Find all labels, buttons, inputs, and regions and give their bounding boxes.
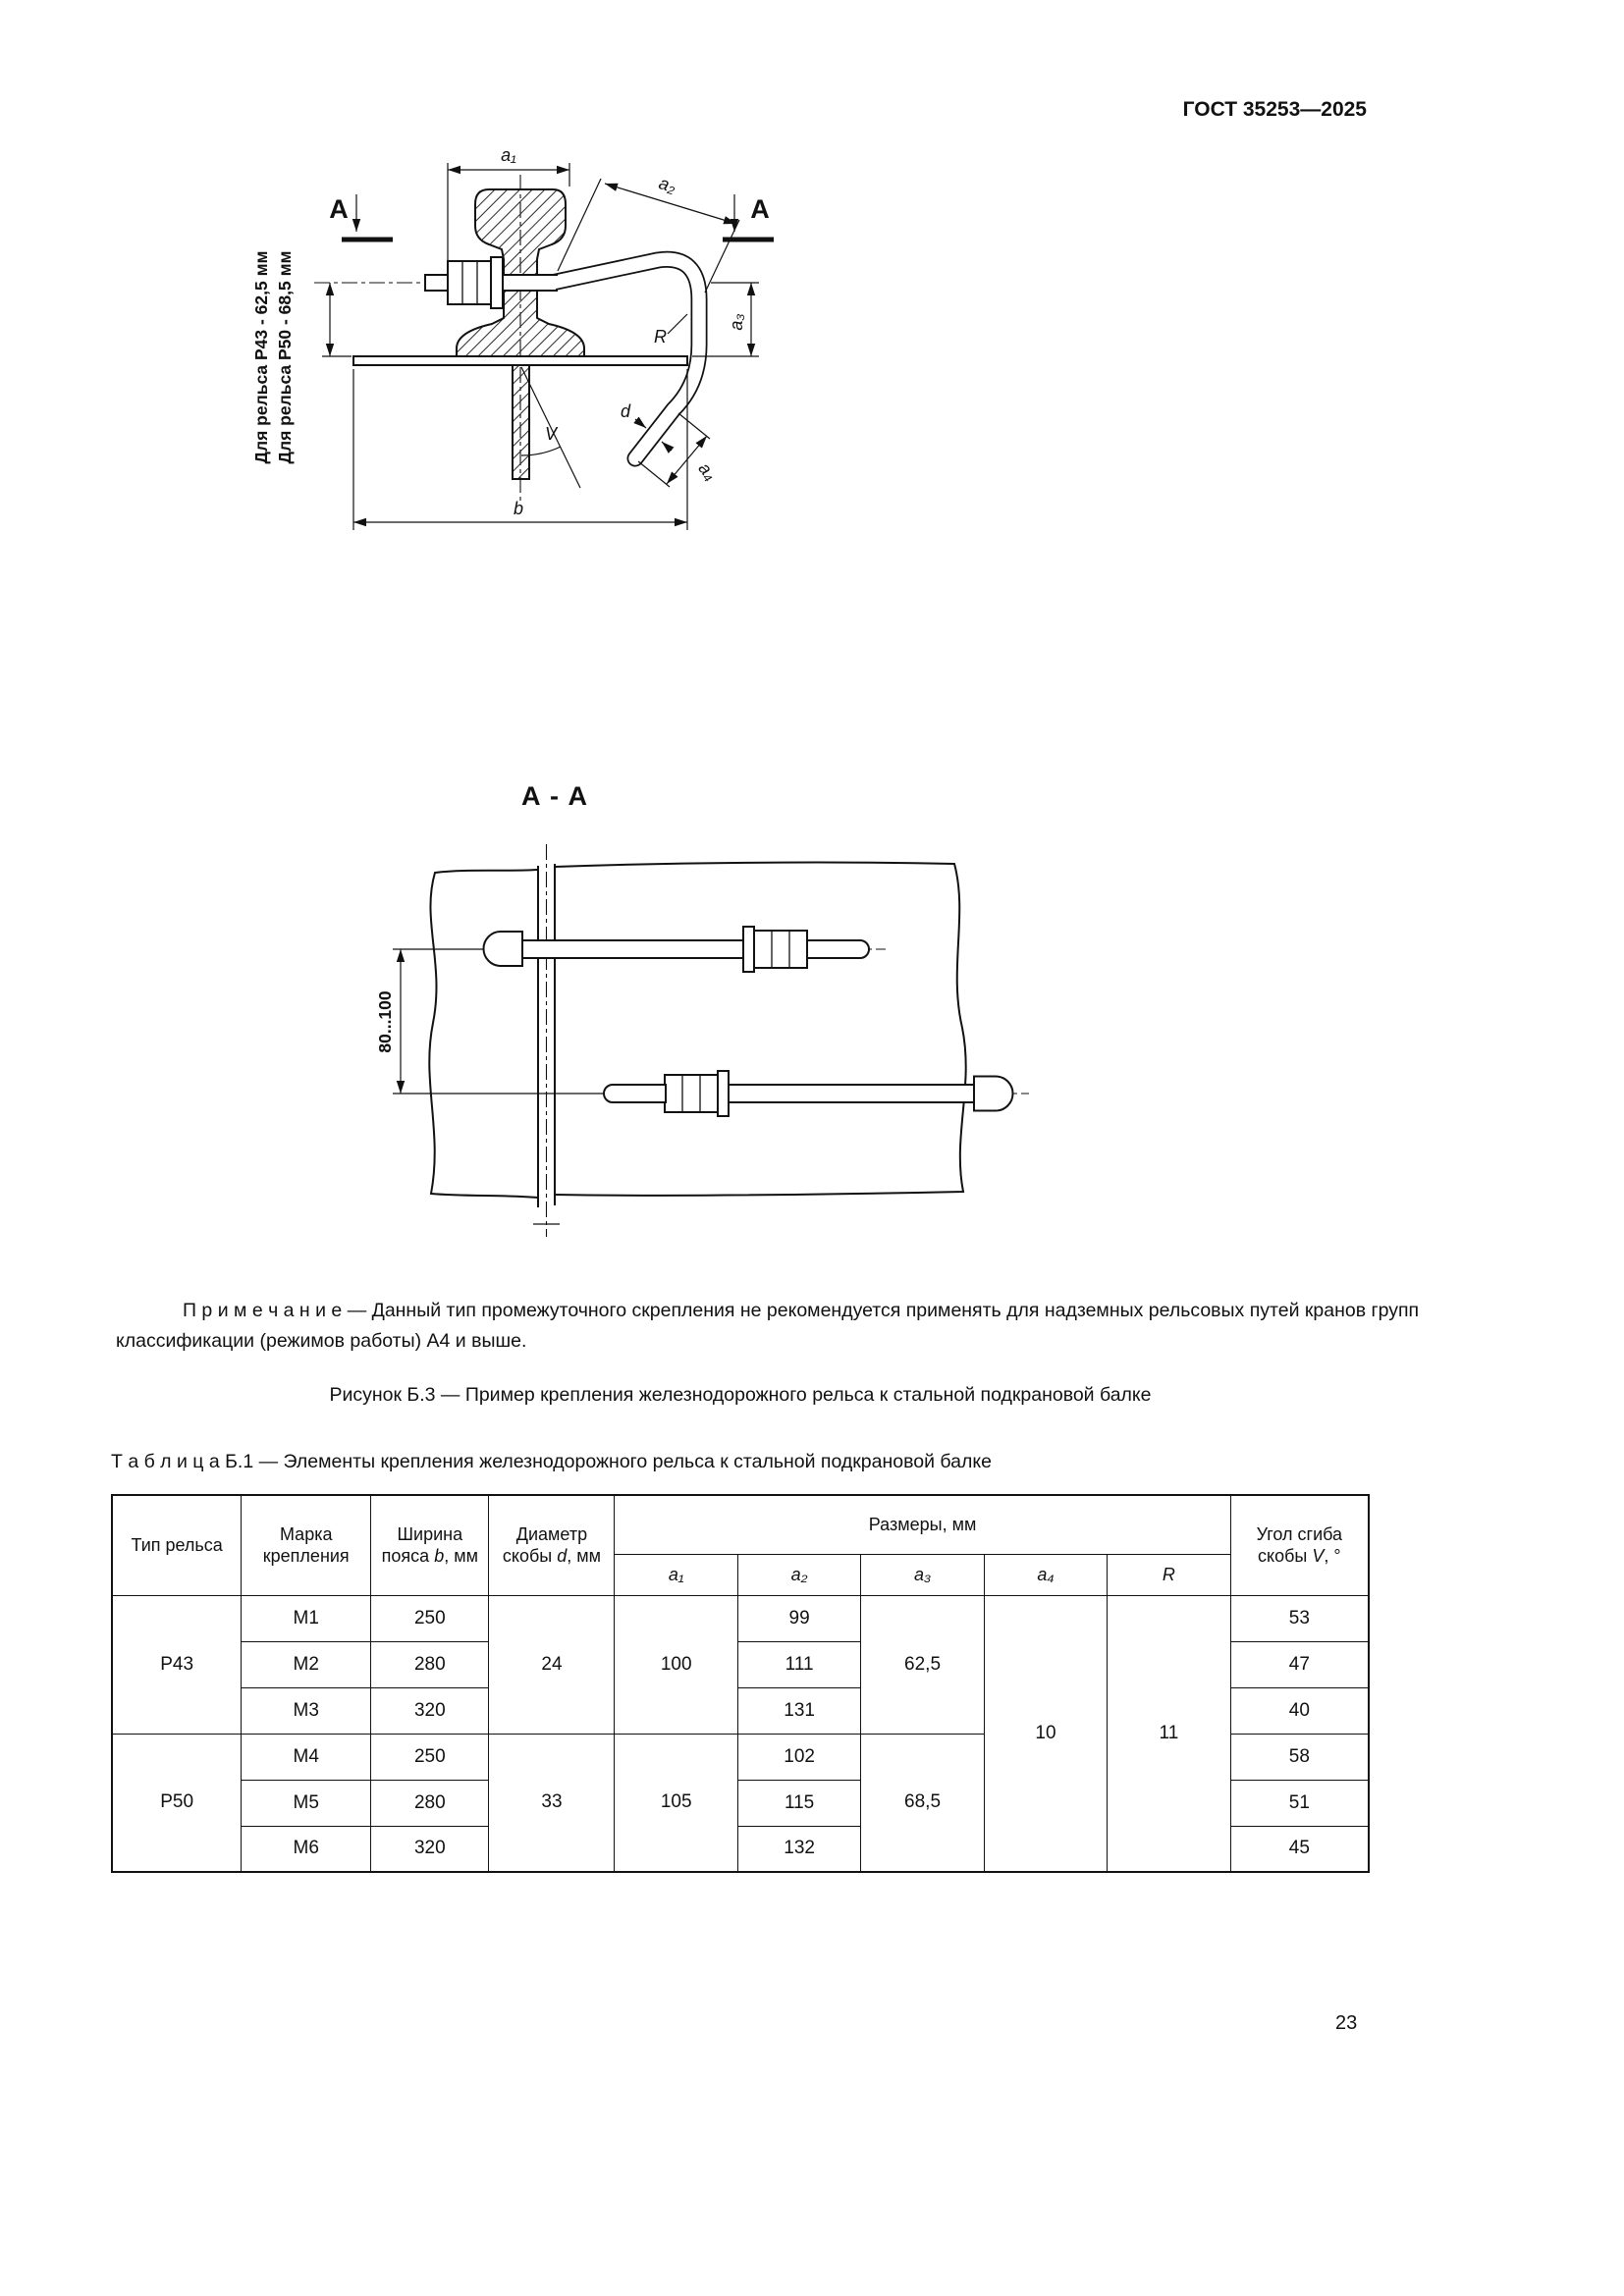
dim-label-d: d bbox=[620, 401, 630, 421]
cell-angle: 58 bbox=[1230, 1734, 1369, 1780]
cell-a2: 131 bbox=[737, 1687, 860, 1734]
col-header-belt-width bbox=[371, 1495, 489, 1595]
clamp-dia-unit: , мм bbox=[567, 1546, 602, 1567]
col-header-a4: a₄ bbox=[984, 1554, 1107, 1595]
nut-bottom bbox=[665, 1075, 718, 1112]
washer-top bbox=[743, 927, 754, 972]
cell-angle: 47 bbox=[1230, 1641, 1369, 1687]
hook-end-bottom bbox=[974, 1077, 1013, 1111]
bend-angle-var: V bbox=[1312, 1546, 1325, 1567]
dim-label-a1: a₁ bbox=[501, 145, 516, 165]
cell-a2: 102 bbox=[737, 1734, 860, 1780]
dim-label-v: V bbox=[545, 424, 558, 444]
figure-note: П р и м е ч а н и е — Данный тип промежуточного скрепления не рекомендуется применять для надземных рельсовых путей кранов групп классификации (режимов работы) А4 и выше. bbox=[116, 1300, 1420, 1353]
cell-clamp-dia: 24 bbox=[489, 1595, 615, 1734]
cell-a2: 99 bbox=[737, 1595, 860, 1641]
col-header-mark: Марка крепления bbox=[242, 1495, 371, 1595]
cell-angle: 53 bbox=[1230, 1595, 1369, 1641]
col-header-a3: a₃ bbox=[861, 1554, 984, 1595]
flange-right bbox=[555, 863, 966, 1196]
col-header-clamp-dia bbox=[489, 1495, 615, 1595]
clamp-dia-text: Диаметр скобы bbox=[502, 1523, 588, 1567]
dim-label-b: b bbox=[513, 499, 524, 518]
cell-mark: М6 bbox=[242, 1826, 371, 1872]
dim-label-a4: a₄ bbox=[694, 458, 721, 485]
col-header-a1: a₁ bbox=[615, 1554, 737, 1595]
cell-a2: 132 bbox=[737, 1826, 860, 1872]
table-b1 bbox=[111, 1494, 1370, 1873]
rail-note-p43: Для рельса Р43 - 62,5 мм bbox=[251, 250, 271, 464]
cell-belt-width: 250 bbox=[371, 1734, 489, 1780]
cell-a3: 68,5 bbox=[861, 1734, 984, 1872]
hook-end-top bbox=[484, 932, 523, 966]
cell-mark: М2 bbox=[242, 1641, 371, 1687]
cell-clamp-dia: 33 bbox=[489, 1734, 615, 1872]
cell-a1: 105 bbox=[615, 1734, 737, 1872]
cell-belt-width: 280 bbox=[371, 1780, 489, 1826]
bend-angle-unit: , ° bbox=[1324, 1546, 1341, 1567]
main-view-drawing bbox=[245, 145, 1149, 562]
base-plate bbox=[353, 356, 687, 365]
col-header-r: R bbox=[1108, 1554, 1230, 1595]
cell-a2: 111 bbox=[737, 1641, 860, 1687]
dim-label-a2: a₂ bbox=[656, 173, 678, 197]
dim-label-bolt-spacing: 80...100 bbox=[375, 990, 395, 1053]
cell-belt-width: 250 bbox=[371, 1595, 489, 1641]
cell-belt-width: 280 bbox=[371, 1641, 489, 1687]
col-header-a2: a₂ bbox=[737, 1554, 860, 1595]
nut-top bbox=[754, 931, 807, 968]
cell-angle: 51 bbox=[1230, 1780, 1369, 1826]
rail-note-p50: Для рельса Р50 - 68,5 мм bbox=[275, 250, 295, 464]
washer-bottom bbox=[718, 1071, 729, 1116]
cell-belt-width: 320 bbox=[371, 1687, 489, 1734]
belt-width-text: Ширина пояса bbox=[381, 1523, 463, 1567]
dim-label-r: R bbox=[654, 327, 667, 347]
page-number: 23 bbox=[1335, 2012, 1358, 2034]
bend-angle-text: Угол сгиба скобы bbox=[1256, 1523, 1343, 1567]
cell-mark: М4 bbox=[242, 1734, 371, 1780]
col-header-bend-angle bbox=[1230, 1495, 1369, 1595]
doc-code: ГОСТ 35253—2025 bbox=[1182, 98, 1367, 121]
thread-end-top bbox=[807, 940, 869, 958]
clamp-dia-var: d bbox=[557, 1546, 568, 1567]
cell-a2: 115 bbox=[737, 1780, 860, 1826]
col-header-sizes: Размеры, мм bbox=[615, 1495, 1230, 1554]
flange-left bbox=[429, 870, 538, 1198]
washer bbox=[491, 257, 503, 308]
section-marker-left: А bbox=[329, 194, 349, 224]
dim-label-a3: a₃ bbox=[727, 313, 746, 331]
cell-mark: М3 bbox=[242, 1687, 371, 1734]
section-marker-right: А bbox=[750, 194, 770, 224]
cell-a3: 62,5 bbox=[861, 1595, 984, 1734]
belt-width-unit: , мм bbox=[444, 1546, 478, 1567]
cell-a1: 100 bbox=[615, 1595, 737, 1734]
bolt-shank bbox=[499, 275, 556, 291]
table-title: Т а б л и ц а Б.1 — Элементы крепления железнодорожного рельса к стальной подкрановой балке bbox=[111, 1451, 992, 1472]
cell-rail-type: Р43 bbox=[112, 1595, 242, 1734]
cell-r: 11 bbox=[1108, 1595, 1230, 1872]
cell-a4: 10 bbox=[984, 1595, 1107, 1872]
hex-nut bbox=[448, 261, 491, 304]
cell-angle: 45 bbox=[1230, 1826, 1369, 1872]
table-row bbox=[112, 1595, 1369, 1641]
thread-end-bottom bbox=[604, 1085, 666, 1102]
beam-web bbox=[513, 365, 529, 479]
cell-rail-type: Р50 bbox=[112, 1734, 242, 1872]
belt-width-var: b bbox=[434, 1546, 445, 1567]
cell-angle: 40 bbox=[1230, 1687, 1369, 1734]
cell-belt-width: 320 bbox=[371, 1826, 489, 1872]
col-header-rail-type: Тип рельса bbox=[112, 1495, 242, 1595]
section-label: А - А bbox=[521, 781, 588, 811]
figure-b3-main-view bbox=[245, 145, 1149, 562]
cell-mark: М1 bbox=[242, 1595, 371, 1641]
bolt-thread-end bbox=[425, 275, 448, 291]
section-view-drawing bbox=[373, 836, 1060, 1258]
cell-mark: М5 bbox=[242, 1780, 371, 1826]
figure-caption: Рисунок Б.3 — Пример крепления железнодорожного рельса к стальной подкрановой балке bbox=[329, 1384, 1152, 1406]
figure-b3-section-view bbox=[373, 836, 1060, 1258]
